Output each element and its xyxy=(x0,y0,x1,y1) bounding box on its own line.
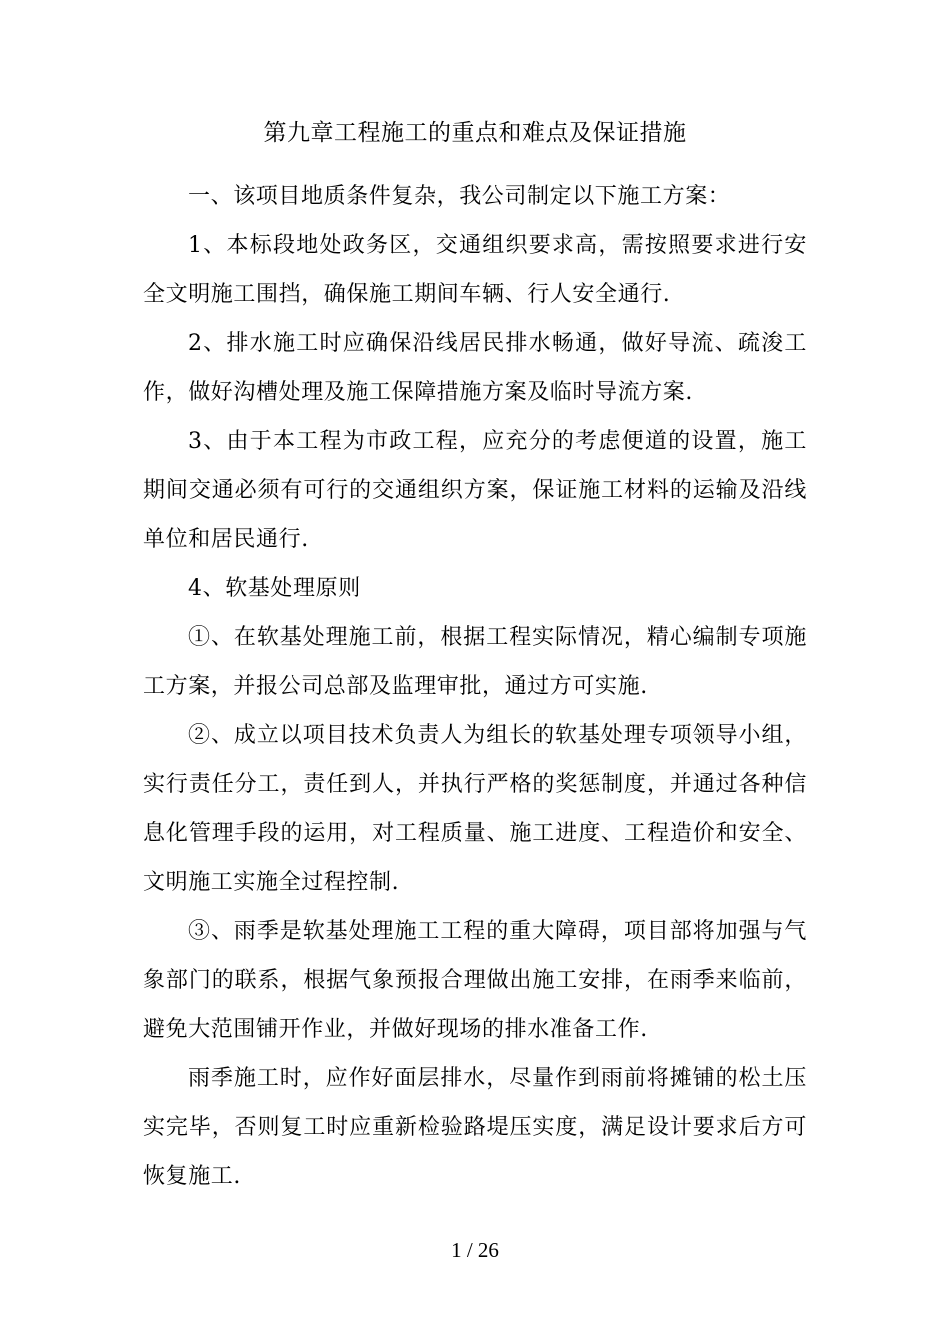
page-number: 1 / 26 xyxy=(451,1238,499,1262)
paragraph-9: 雨季施工时，应作好面层排水，尽量作到雨前将摊铺的松土压实完毕，否则复工时应重新检验路堤压实度，满足设计要求后方可恢复施工. xyxy=(143,1066,807,1189)
chapter-title: 第九章工程施工的重点和难点及保证措施 xyxy=(263,120,687,146)
paragraph-2: 1、本标段地处政务区，交通组织要求高，需按照要求进行安全文明施工围挡，确保施工期间车辆、行人安全通行. xyxy=(143,233,807,307)
paragraph-8: ③、雨季是软基处理施工工程的重大障碍，项目部将加强与气象部门的联系，根据气象预报合理做出施工安排，在雨季来临前，避免大范围铺开作业，并做好现场的排水准备工作. xyxy=(143,919,807,1042)
paragraph-1: 一、该项目地质条件复杂，我公司制定以下施工方案： xyxy=(188,184,731,209)
paragraph-6: ①、在软基处理施工前，根据工程实际情况，精心编制专项施工方案，并报公司总部及监理审批，通过方可实施. xyxy=(143,625,807,699)
paragraph-7: ②、成立以项目技术负责人为组长的软基处理专项领导小组，实行责任分工，责任到人，并执行严格的奖惩制度，并通过各种信息化管理手段的运用，对工程质量、施工进度、工程造价和安全、文明施工实施全过程控制. xyxy=(143,723,807,895)
paragraph-5: 4、软基处理原则 xyxy=(188,576,361,601)
paragraph-4: 3、由于本工程为市政工程，应充分的考虑便道的设置，施工期间交通必须有可行的交通组织方案，保证施工材料的运输及沿线单位和居民通行. xyxy=(143,429,807,552)
body-text xyxy=(143,172,807,1201)
paragraph-3: 2、排水施工时应确保沿线居民排水畅通，做好导流、疏浚工作，做好沟槽处理及施工保障措施方案及临时导流方案. xyxy=(143,331,807,405)
